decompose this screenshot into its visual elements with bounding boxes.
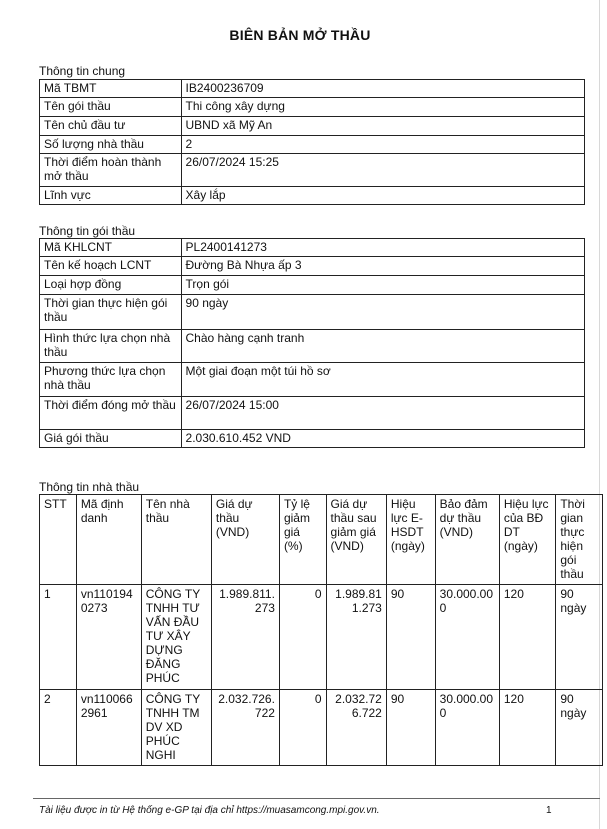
table-row [40,136,585,154]
field-label: Hình thức lựa chọn nhà thầu [40,330,182,363]
col-header-bid: Giá dự thầu (VND) [211,495,279,585]
table-row [40,187,585,205]
contractor-info-heading: Thông tin nhà thầu [39,480,140,494]
cell-id: vn1100662961 [76,690,141,766]
col-header-name: Tên nhà thầu [141,495,211,585]
field-label: Thời điểm đóng mở thầu [40,397,182,430]
col-header-duration: Thời gian thực hiện gói thầu [556,495,603,585]
cell-guarantee: 30.000.000 [435,585,499,690]
table-row [40,257,585,276]
cell-duration: 90 ngày [556,690,603,766]
cell-name: CÔNG TY TNHH TƯ VẤN ĐẦU TƯ XÂY DỰNG ĐĂNG PHÚC [141,585,211,690]
cell-guarantee: 30.000.000 [435,690,499,766]
field-label: Tên chủ đầu tư [40,117,182,136]
col-header-guarantee: Bảo đảm dự thầu (VND) [435,495,499,585]
table-row [40,585,603,690]
field-value: Đường Bà Nhựa ấp 3 [181,257,584,276]
table-row [40,330,585,363]
table-row [40,397,585,430]
general-info-heading: Thông tin chung [39,64,126,78]
cell-id: vn1101940273 [76,585,141,690]
cell-guarantee-validity: 120 [499,690,556,766]
field-label: Thời điểm hoàn thành mở thầu [40,154,182,187]
field-value: Trọn gói [181,276,584,295]
cell-stt: 1 [40,585,77,690]
table-row [40,690,603,766]
field-label: Loại hợp đồng [40,276,182,295]
col-header-bid-after: Giá dự thầu sau giảm giá (VND) [326,495,386,585]
field-label: Mã KHLCNT [40,239,182,257]
general-info-table [39,79,585,205]
footer-text: Tài liệu được in từ Hệ thống e-GP tại địa chỉ https://muasamcong.mpi.gov.vn. [39,805,380,816]
contractor-table [39,494,603,766]
table-row [40,117,585,136]
cell-validity: 90 [386,585,435,690]
field-label: Tên kế hoạch LCNT [40,257,182,276]
cell-validity: 90 [386,690,435,766]
field-label: Thời gian thực hiện gói thầu [40,295,182,330]
table-row [40,80,585,98]
footer-divider [33,798,600,799]
col-header-stt: STT [40,495,77,585]
table-row [40,239,585,257]
cell-discount: 0 [279,690,326,766]
table-row [40,98,585,117]
field-label: Số lượng nhà thầu [40,136,182,154]
cell-bid: 2.032.726.722 [211,690,279,766]
field-value: 26/07/2024 15:25 [181,154,584,187]
cell-bid: 1.989.811.273 [211,585,279,690]
document-title: BIÊN BẢN MỞ THẦU [229,27,371,43]
field-value: Một giai đoạn một túi hồ sơ [181,363,584,397]
cell-guarantee-validity: 120 [499,585,556,690]
field-value: UBND xã Mỹ An [181,117,584,136]
cell-bid-after: 2.032.726.722 [326,690,386,766]
package-info-table [39,238,585,448]
cell-bid-after: 1.989.811.273 [326,585,386,690]
cell-duration: 90 ngày [556,585,603,690]
field-label: Phương thức lựa chọn nhà thầu [40,363,182,397]
field-value: Xây lắp [181,187,584,205]
cell-name: CÔNG TY TNHH TM DV XD PHÚC NGHI [141,690,211,766]
field-value: Thi công xây dựng [181,98,584,117]
field-value: IB2400236709 [181,80,584,98]
table-row [40,154,585,187]
field-value: PL2400141273 [181,239,584,257]
table-row [40,295,585,330]
field-value: 2 [181,136,584,154]
field-value: 90 ngày [181,295,584,330]
col-header-discount: Tỷ lệ giảm giá (%) [279,495,326,585]
field-label: Giá gói thầu [40,430,182,448]
field-label: Mã TBMT [40,80,182,98]
field-value: 26/07/2024 15:00 [181,397,584,430]
package-info-heading: Thông tin gói thầu [39,224,136,238]
table-row [40,276,585,295]
field-label: Tên gói thầu [40,98,182,117]
field-label: Lĩnh vực [40,187,182,205]
col-header-validity: Hiệu lực E-HSDT (ngày) [386,495,435,585]
table-row [40,430,585,448]
table-header-row [40,495,603,585]
page-number: 1 [546,805,552,816]
cell-stt: 2 [40,690,77,766]
table-row [40,363,585,397]
field-value: 2.030.610.452 VND [181,430,584,448]
field-value: Chào hàng cạnh tranh [181,330,584,363]
col-header-guarantee-validity: Hiệu lực của BĐ DT (ngày) [499,495,556,585]
cell-discount: 0 [279,585,326,690]
col-header-id: Mã định danh [76,495,141,585]
